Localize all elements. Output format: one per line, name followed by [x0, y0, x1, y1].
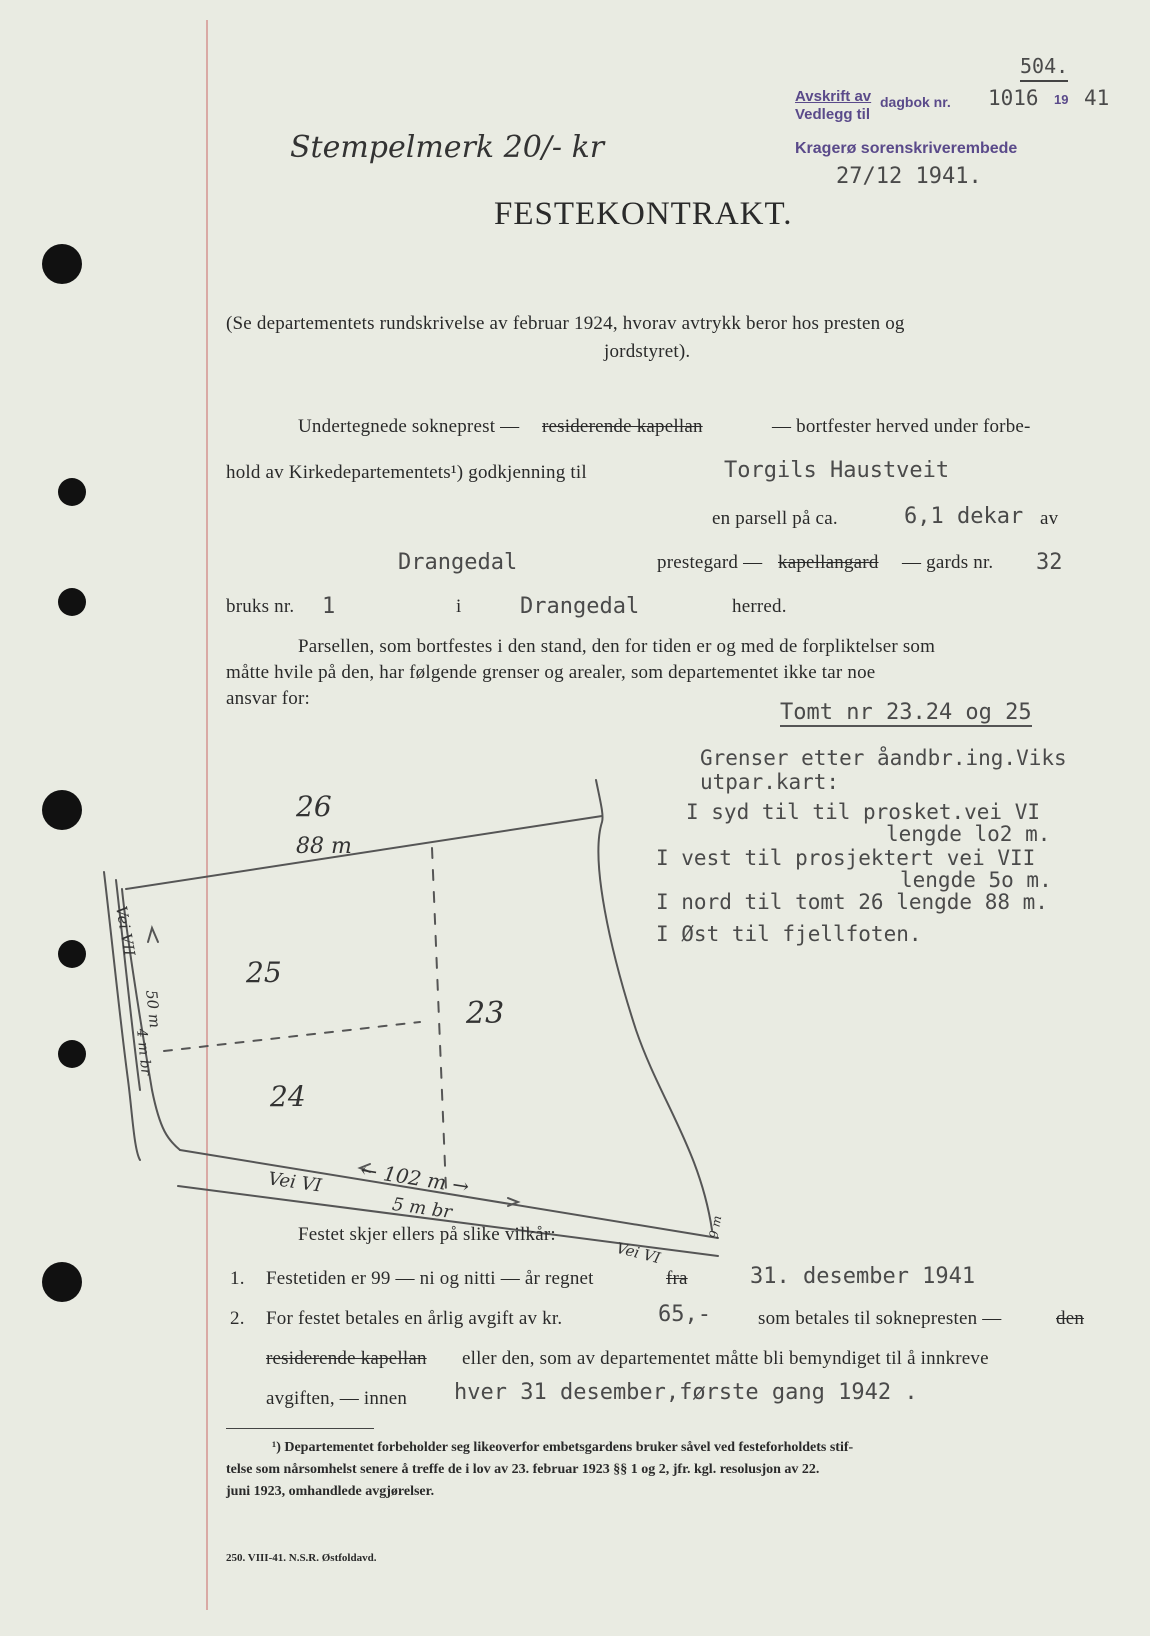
parsellen-line: ansvar for:: [226, 688, 310, 709]
stamp-line2: Vedlegg til: [795, 106, 871, 123]
gards-nr: 32: [1036, 550, 1063, 575]
stamp-date: 27/12 1941.: [836, 164, 982, 189]
grenser-line: I nord til tomt 26 lengde 88 m.: [656, 890, 1048, 914]
document-title: FESTEKONTRAKT.: [494, 196, 793, 232]
handwritten-heading: Stempelmerk 20/- kr: [290, 130, 605, 165]
grenser-line: I vest til prosjektert vei VII: [656, 846, 1036, 870]
item2-text: For festet betales en årlig avgift av kr.: [266, 1308, 563, 1329]
sketch-dashed-line: [164, 1022, 420, 1051]
struck-den: den: [1056, 1308, 1085, 1329]
intro-line: (Se departementets rundskrivelse av februar 1924, hvorav avtrykk beror hos presten og: [226, 313, 905, 334]
prestegard-text: prestegard —: [657, 552, 763, 573]
bortfester-text: — bortfester herved under forbe-: [772, 416, 1031, 437]
parsell-label: en parsell på ca.: [712, 508, 838, 529]
sketch-arrow: [148, 928, 158, 942]
sketch-label-25: 25: [246, 956, 282, 989]
item1-text: Festetiden er 99 — ni og nitti — år regnet: [266, 1268, 594, 1289]
bruks-nr-label: bruks nr.: [226, 596, 295, 617]
grenser-line: lengde 5o m.: [900, 868, 1052, 892]
sketch-label-4m-br: 4 m br: [132, 1027, 154, 1077]
sketch-label-9m: 9 m: [706, 1214, 725, 1240]
sketch-label-50m: 50 m: [142, 989, 164, 1029]
sketch-north-boundary: [126, 816, 602, 889]
footnote-line: ¹) Departementet forbeholder seg likeoverfor embetsgardens bruker såvel ved festeforholdets stif-: [272, 1440, 854, 1455]
item2-amount: 65,-: [658, 1302, 711, 1327]
i-text: i: [456, 596, 462, 617]
struck-residerende-kapellan-2: residerende kapellan: [266, 1348, 427, 1369]
item2-line2: eller den, som av departementet måtte bli bemyndiget til å innkreve: [462, 1348, 989, 1369]
sketch-east-boundary: [596, 780, 712, 1230]
item2-rest: som betales til soknepresten —: [758, 1308, 1002, 1329]
struck-fra: fra: [666, 1268, 688, 1289]
struck-residerende-kapellan: residerende kapellan: [542, 416, 703, 437]
sketch-label-5m-br: 5 m br: [390, 1193, 454, 1224]
parsell-size: 6,1 dekar: [904, 504, 1024, 529]
item-number: 2.: [230, 1308, 245, 1329]
sketch-label-23: 23: [466, 996, 505, 1031]
av-text: av: [1040, 508, 1059, 529]
sketch-label-24: 24: [270, 1080, 306, 1113]
struck-kapellangard: kapellangard: [778, 552, 879, 573]
printer-imprint: 250. VIII-41. N.S.R. Østfoldavd.: [226, 1552, 377, 1564]
parsellen-line: måtte hvile på den, har følgende grenser og arealer, som departementet ikke tar noe: [226, 662, 876, 683]
grenser-line: Grenser etter åandbr.ing.Viks: [700, 746, 1067, 770]
sketch-dashed-divider: [432, 848, 446, 1190]
sketch-label-vei-vii: Vei VII: [112, 904, 139, 958]
grenser-line: lengde lo2 m.: [886, 822, 1051, 846]
grenser-line: utpar.kart:: [700, 770, 840, 794]
grenser-line: I Øst til fjellfoten.: [656, 922, 922, 946]
bruks-nr: 1: [322, 594, 336, 619]
parsellen-line: Parsellen, som bortfestes i den stand, den for tiden er og med de forpliktelser som: [298, 636, 936, 657]
dagbok-year: 41: [1084, 86, 1110, 110]
sketch-label-102m: ← 102 m →: [358, 1157, 471, 1199]
sketch-label-vei-vi-2: Vei VI: [614, 1238, 663, 1268]
godkjenning-text: hold av Kirkedepartementets¹) godkjenning til: [226, 462, 587, 483]
page-number: 504.: [1020, 54, 1068, 82]
stamp-line3: Kragerø sorenskriverembede: [795, 140, 1018, 157]
herred-text: herred.: [732, 596, 787, 617]
item2-line3: avgiften, — innen: [266, 1388, 408, 1409]
grenser-line: I syd til til prosket.vei VI: [686, 800, 1041, 824]
footnote-rule: [226, 1428, 374, 1429]
item2-payment-terms: hver 31 desember,første gang 1942 .: [454, 1380, 918, 1405]
gards-nr-label: — gards nr.: [902, 552, 994, 573]
footnote-line: telse som nårsomhelst senere å treffe de i lov av 23. februar 1923 §§ 1 og 2, jfr. kgl. resolusjon av 22.: [226, 1462, 820, 1477]
fester-name: Torgils Haustveit: [724, 458, 950, 483]
sketch-label-vei-vi: Vei VI: [266, 1168, 323, 1197]
tomt-numbers: Tomt nr 23.24 og 25: [780, 700, 1032, 725]
item1-date: 31. desember 1941: [750, 1264, 976, 1289]
item-number: 1.: [230, 1268, 245, 1289]
sketch-label-26: 26: [296, 790, 332, 823]
stamp-line1: Avskrift av: [795, 88, 872, 105]
footnote-line: juni 1923, omhandlede avgjørelser.: [226, 1484, 435, 1499]
stamp-year-prefix: 19: [1054, 92, 1069, 107]
stamp-dagbok: dagbok nr.: [880, 94, 951, 110]
sketch-label-88m: 88 m: [296, 834, 352, 859]
prestegard-name: Drangedal: [398, 550, 518, 575]
undertegnede-text: Undertegnede sokneprest —: [298, 416, 520, 437]
intro-line: jordstyret).: [604, 341, 691, 362]
dagbok-number: 1016: [988, 86, 1039, 110]
festet-text: Festet skjer ellers på slike vilkår:: [298, 1224, 556, 1245]
herred-name: Drangedal: [520, 594, 640, 619]
